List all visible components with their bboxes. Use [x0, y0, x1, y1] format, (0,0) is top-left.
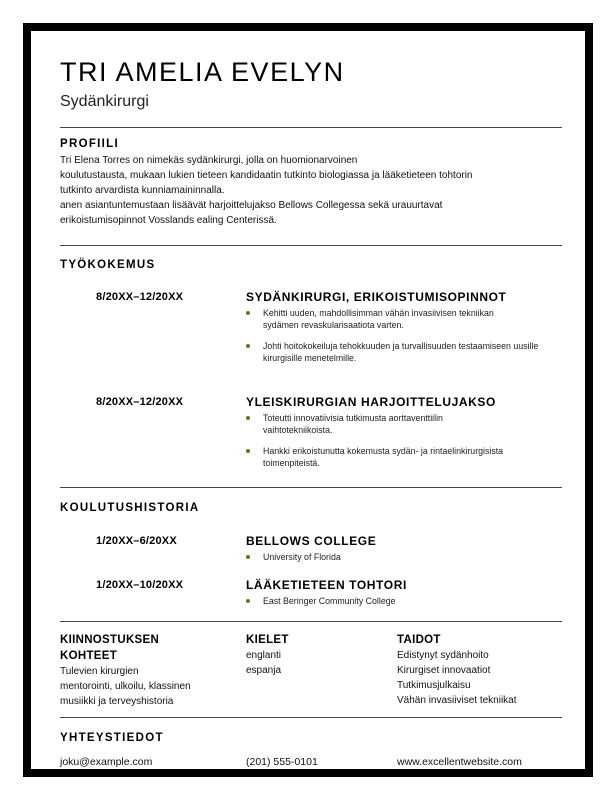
- job-bullets: [246, 412, 562, 478]
- language-item: englanti: [246, 650, 282, 661]
- profile-line: anen asiantuntemustaan lisäävät harjoittelujakso Bellows Collegessa sekä urauurtavat: [60, 200, 443, 211]
- education-school: BELLOWS COLLEGE: [246, 534, 377, 548]
- interests-line: Tulevien kirurgien: [60, 666, 139, 677]
- phone-number[interactable]: (201) 555-0101: [246, 756, 318, 768]
- email-link[interactable]: joku@example.com: [60, 756, 153, 768]
- education-heading: KOULUTUSHISTORIA: [60, 502, 200, 514]
- list-item: Kehitti uuden, mahdollisimman vähän invasiivisen tekniikan sydämen revaskularisaatiota varten.: [246, 307, 562, 331]
- profile-line: erikoistumisopinnot Vosslands ealing Centerissä.: [60, 215, 277, 226]
- skill-item: Kirurgiset innovaatiot: [397, 665, 491, 676]
- list-item: East Beringer Community College: [246, 595, 562, 607]
- profile-text: [60, 153, 562, 228]
- languages-heading: KIELET: [246, 634, 289, 646]
- experience-heading: TYÖKOKEMUS: [60, 259, 156, 271]
- divider: [60, 621, 562, 622]
- skills-column: [397, 632, 562, 708]
- education-school: LÄÄKETIETEEN TOHTORI: [246, 578, 407, 592]
- interests-line: mentorointi, ulkoilu, klassinen: [60, 681, 191, 692]
- resume-content: [60, 55, 562, 768]
- divider: [60, 487, 562, 488]
- interests-column: [60, 632, 235, 709]
- education-dates: 1/20XX–6/20XX: [96, 535, 177, 547]
- education-dates: 1/20XX–10/20XX: [96, 579, 184, 591]
- languages-column: [246, 632, 386, 678]
- interests-heading: KIINNOSTUKSEN: [60, 634, 160, 646]
- list-item: Johti hoitokokeiluja tehokkuuden ja turvallisuuden testaamiseen uusille kirurgisille menetelmille.: [246, 340, 562, 364]
- list-item: Hankki erikoistunutta kokemusta sydän- ja rintaelinkirurgisista toimenpiteistä.: [246, 445, 562, 469]
- profile-line: tutkinto arvardista kunniamaininnalla.: [60, 185, 225, 196]
- resume-page: [23, 23, 593, 777]
- profile-heading: PROFIILI: [60, 138, 119, 150]
- divider: [60, 717, 562, 718]
- skill-item: Edistynyt sydänhoito: [397, 650, 489, 661]
- list-item: Toteutti innovatiivisia tutkimusta aorttaventtiilin vaihtotekniikoista.: [246, 412, 562, 436]
- skill-item: Vähän invasiiviset tekniikat: [397, 695, 517, 706]
- profile-line: Tri Elena Torres on nimekäs sydänkirurgi, jolla on huomionarvoinen: [60, 155, 358, 166]
- job-dates: 8/20XX–12/20XX: [96, 396, 184, 408]
- job-dates: 8/20XX–12/20XX: [96, 291, 184, 303]
- resume-name: TRI AMELIA EVELYN: [60, 57, 345, 87]
- interests-heading: KOHTEET: [60, 650, 118, 662]
- education-details: [246, 551, 562, 572]
- job-role: SYDÄNKIRURGI, ERIKOISTUMISOPINNOT: [246, 290, 507, 304]
- language-item: espanja: [246, 665, 282, 676]
- profile-line: koulutustausta, mukaan lukien tieteen kandidaatin tutkinto biologiassa ja lääketieteen tohtorin: [60, 170, 473, 181]
- education-details: [246, 595, 562, 616]
- list-item: University of Florida: [246, 551, 562, 563]
- skill-item: Tutkimusjulkaisu: [397, 680, 471, 691]
- divider: [60, 127, 562, 128]
- resume-title: Sydänkirurgi: [60, 93, 149, 110]
- job-role: YLEISKIRURGIAN HARJOITTELUJAKSO: [246, 395, 496, 409]
- divider: [60, 245, 562, 246]
- website-link[interactable]: www.excellentwebsite.com: [397, 756, 522, 768]
- contact-heading: YHTEYSTIEDOT: [60, 732, 164, 744]
- job-bullets: [246, 307, 562, 373]
- interests-line: musiikki ja terveyshistoria: [60, 696, 174, 707]
- skills-heading: TAIDOT: [397, 634, 441, 646]
